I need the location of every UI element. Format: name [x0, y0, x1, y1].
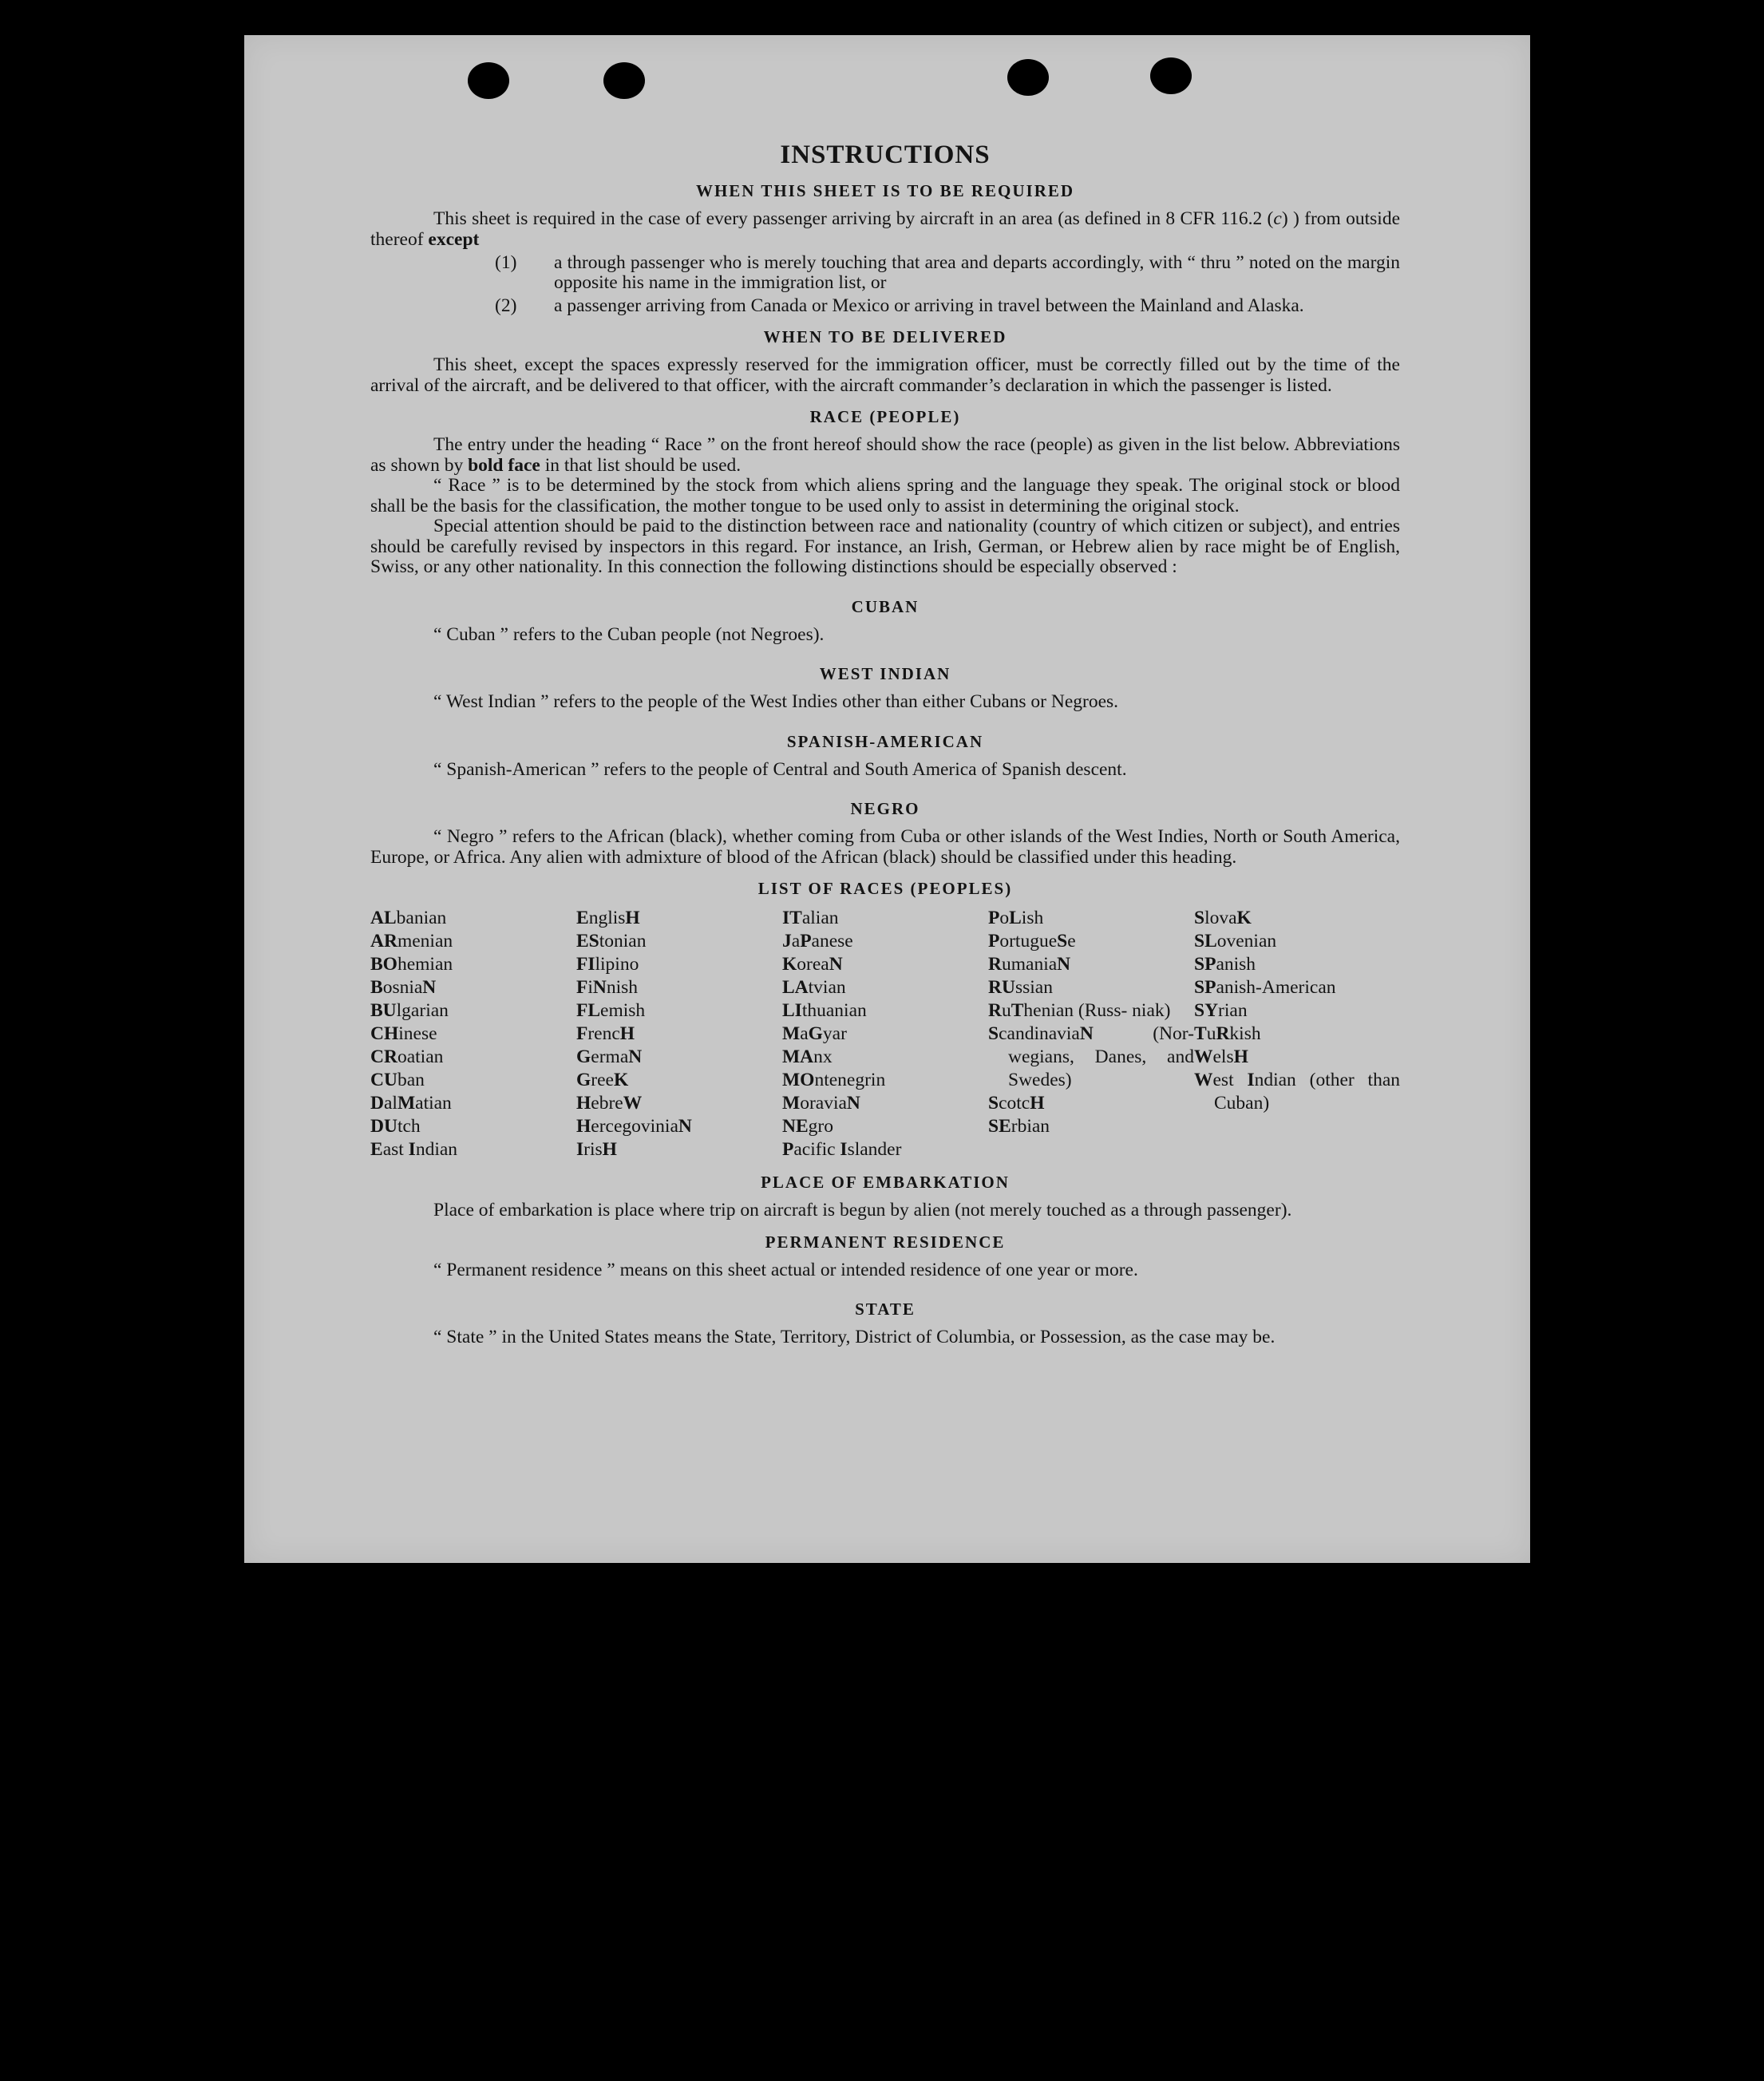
race-entry-part: erma	[591, 1046, 629, 1067]
race-entry	[782, 907, 988, 930]
race-entry	[988, 953, 1194, 976]
race-entry-part: CU	[370, 1070, 397, 1090]
race-entry-part: banian	[396, 908, 447, 928]
race-entry	[782, 1115, 988, 1138]
punch-hole	[1150, 57, 1192, 94]
race-entry-part: L	[1009, 908, 1022, 928]
race-entry-part: N	[1079, 1023, 1094, 1044]
race-entry	[988, 1092, 1194, 1115]
race-entry-part: slander	[847, 1139, 902, 1160]
race-column	[576, 907, 782, 1161]
race-entry-part: nx	[813, 1046, 833, 1067]
race-column	[1194, 907, 1400, 1161]
race-entry-part: W	[623, 1093, 643, 1114]
race-entry-part: H	[576, 1116, 591, 1137]
race-entry-part: tvian	[808, 977, 846, 998]
race-entry-part: ris	[583, 1139, 603, 1160]
race-entry-part: H	[625, 908, 640, 928]
paragraph-residence: “ Permanent residence ” means on this sheet actual or intended residence of one year or more.	[433, 1259, 1138, 1280]
race-entry-part: H	[602, 1139, 617, 1160]
race-entry-part: K	[613, 1070, 629, 1090]
race-entry-part: ssian	[1014, 977, 1053, 998]
race-entry-part: P	[800, 931, 812, 951]
race-entry-part: (Nor- wegians, Danes, and Swedes)	[1008, 1023, 1194, 1090]
race-column	[988, 907, 1194, 1161]
race-entry-part: lgarian	[396, 1000, 449, 1021]
race-entry	[1194, 1069, 1400, 1115]
race-entry-part: ast	[382, 1139, 409, 1160]
race-entry-part: NE	[782, 1116, 809, 1137]
race-entry	[370, 1046, 576, 1069]
race-entry-part: LI	[782, 1000, 802, 1021]
race-entry	[370, 930, 576, 953]
race-entry-part: yar	[822, 1023, 847, 1044]
paragraph-spanish-american: “ Spanish-American ” refers to the people of Central and South America of Spanish descent.	[433, 758, 1127, 780]
race-entry-part: W	[1194, 1070, 1213, 1090]
race-entry	[1194, 1046, 1400, 1069]
race-entry	[988, 930, 1194, 953]
race-entry	[782, 976, 988, 999]
race-entry	[1194, 930, 1400, 953]
race-entry	[1194, 907, 1400, 930]
race-entry-part: acific	[793, 1139, 840, 1160]
race-entry-part: G	[576, 1070, 591, 1090]
paragraph-delivered: This sheet, except the spaces expressly reserved for the immigration officer, must be correctly filled out by the time of the arrival of the aircraft, and be delivered to that officer, with the aircraft commander’s declaration in which the passenger is listed.	[370, 354, 1400, 396]
race-column	[782, 907, 988, 1161]
race-entry-part: a	[791, 931, 801, 951]
race-entry-part: rian	[1218, 1000, 1248, 1021]
race-entry-part: tonian	[599, 931, 647, 951]
heading-required: WHEN THIS SHEET IS TO BE REQUIRED	[695, 181, 1075, 200]
race-entry-part: R	[988, 954, 1002, 975]
sheet-content	[370, 137, 1400, 1348]
race-entry-part: SY	[1194, 1000, 1219, 1021]
race-entry-part: H	[619, 1023, 635, 1044]
race-entry-part: DU	[370, 1116, 397, 1137]
race-entry-part: N	[1057, 954, 1071, 975]
race-entry-part: FI	[576, 954, 595, 975]
race-entry-part: P	[782, 1139, 794, 1160]
race-entry-part: P	[988, 908, 1000, 928]
race-entry-part: anish-American	[1216, 977, 1336, 998]
race-entry-part: o	[999, 908, 1010, 928]
race-entry	[576, 1046, 782, 1069]
race-entry-part: inese	[398, 1023, 437, 1044]
race-entry-part: F	[576, 977, 588, 998]
race-entry-part: menian	[397, 931, 453, 951]
race-entry-part: I	[840, 1139, 848, 1160]
race-entry	[782, 1023, 988, 1046]
race-entry-part: orea	[797, 954, 829, 975]
heading-residence: PERMANENT RESIDENCE	[765, 1232, 1006, 1252]
race-entry-part: T	[1011, 1000, 1024, 1021]
race-entry	[576, 999, 782, 1023]
race-entry-part: i	[587, 977, 593, 998]
race-entry-part: H	[576, 1093, 591, 1114]
race-entry-part: candinavia	[999, 1023, 1080, 1044]
race-entry	[576, 1115, 782, 1138]
race-entry	[370, 999, 576, 1023]
heading-delivered: WHEN TO BE DELIVERED	[763, 327, 1007, 346]
race-entry-part: N	[829, 954, 843, 975]
exception-item-1: (1) a through passenger who is merely touching that area and departs accordingly, with “ thru ” noted on the margin opposite his name in the immigration list, or	[495, 252, 1400, 293]
race-entry-part: tch	[397, 1116, 421, 1137]
race-list	[370, 907, 1400, 1161]
race-entry-part: u	[1206, 1023, 1216, 1044]
race-entry	[988, 907, 1194, 930]
race-entry-part: ebre	[591, 1093, 623, 1114]
page-title: INSTRUCTIONS	[780, 140, 991, 169]
race-entry	[370, 1023, 576, 1046]
race-entry-part: N	[422, 977, 437, 998]
race-entry-part: RU	[988, 977, 1015, 998]
race-entry-part: ish	[1021, 908, 1044, 928]
race-entry-part: G	[808, 1023, 823, 1044]
race-entry-part: BO	[370, 954, 397, 975]
race-entry	[988, 976, 1194, 999]
race-entry-part: kish	[1229, 1023, 1261, 1044]
race-entry	[1194, 999, 1400, 1023]
race-entry-part: F	[576, 1023, 588, 1044]
race-entry-part: G	[576, 1046, 591, 1067]
race-entry	[370, 1069, 576, 1092]
race-entry	[576, 953, 782, 976]
race-entry-part: umania	[1001, 954, 1058, 975]
race-entry	[576, 976, 782, 999]
race-entry-part: ntenegrin	[814, 1070, 886, 1090]
race-entry-part: I	[1247, 1070, 1255, 1090]
race-entry	[576, 907, 782, 930]
race-entry-part: MO	[782, 1070, 815, 1090]
race-entry-part: LA	[782, 977, 809, 998]
race-entry	[782, 1092, 988, 1115]
race-entry-part: N	[846, 1093, 860, 1114]
race-entry-part: FL	[576, 1000, 601, 1021]
race-entry	[782, 999, 988, 1023]
paragraph-state: “ State ” in the United States means the State, Territory, District of Columbia, or Possession, as the case may be.	[433, 1327, 1276, 1347]
race-entry	[576, 1092, 782, 1115]
race-entry	[370, 1138, 576, 1161]
race-entry-part: ercegovinia	[591, 1116, 678, 1137]
heading-race: RACE (PEOPLE)	[809, 407, 961, 426]
race-entry-part: nglis	[588, 908, 626, 928]
race-entry-part: AR	[370, 931, 397, 951]
race-entry-part: S	[1194, 908, 1205, 928]
race-entry	[576, 1069, 782, 1092]
punch-hole	[603, 62, 645, 99]
race-entry-part: CR	[370, 1046, 397, 1067]
race-entry-part: E	[576, 908, 589, 928]
race-entry-part: I	[408, 1139, 416, 1160]
race-entry-part: ES	[576, 931, 599, 951]
race-entry	[576, 930, 782, 953]
race-entry-part: M	[397, 1093, 416, 1114]
race-entry-part: u	[1001, 1000, 1011, 1021]
race-entry	[988, 1115, 1194, 1138]
paragraph-race-3: Special attention should be paid to the distinction between race and nationality (country of which citizen or subject), and entries should be carefully revised by inspectors in this regard. For instance, an Irish, German, or Hebrew alien by race might be of English, Swiss, or any other nationality. In this connection the following distinctions should be especially observed :	[370, 516, 1400, 577]
race-entry	[782, 930, 988, 953]
race-entry-part: renc	[587, 1023, 620, 1044]
paragraph-embarkation: Place of embarkation is place where trip on aircraft is begun by alien (not merely touched as a through passenger).	[433, 1200, 1292, 1221]
punch-hole	[1007, 59, 1049, 96]
heading-negro: NEGRO	[850, 799, 920, 818]
race-column	[370, 907, 576, 1161]
race-entry-part: J	[782, 931, 792, 951]
race-entry-part: S	[1057, 931, 1068, 951]
race-entry-part: lipino	[595, 954, 639, 975]
race-entry-part: N	[628, 1046, 643, 1067]
paragraph-race-1: The entry under the heading “ Race ” on the front hereof should show the race (people) as given in the list below. Abbreviations as shown by bold face in that list should be used.	[370, 434, 1400, 476]
race-entry-part: a	[800, 1023, 809, 1044]
exception-item-2: (2) a passenger arriving from Canada or Mexico or arriving in travel between the Mainland and Alaska.	[495, 295, 1304, 316]
race-entry-part: W	[1194, 1046, 1213, 1067]
race-entry-part: AL	[370, 908, 397, 928]
race-entry-part: T	[1194, 1023, 1207, 1044]
race-entry-part: B	[370, 977, 383, 998]
paragraph-west-indian: “ West Indian ” refers to the people of the West Indies other than either Cubans or Negroes.	[433, 691, 1119, 712]
race-entry-part: I	[576, 1139, 584, 1160]
race-entry-part: MA	[782, 1046, 814, 1067]
heading-cuban: CUBAN	[851, 596, 920, 616]
race-entry	[370, 953, 576, 976]
race-entry-part: e	[1067, 931, 1076, 951]
race-entry-part: rbian	[1011, 1116, 1050, 1137]
heading-list-of-races: LIST OF RACES (PEOPLES)	[757, 879, 1013, 898]
race-entry-part: IT	[782, 908, 802, 928]
race-entry-part: atian	[415, 1093, 452, 1114]
race-entry-part: alian	[801, 908, 839, 928]
race-entry	[370, 1092, 576, 1115]
race-entry-part: ndian	[415, 1139, 458, 1160]
race-entry-part: N	[592, 977, 607, 998]
heading-spanish-american: SPANISH-AMERICAN	[786, 731, 984, 751]
race-entry-part: gro	[808, 1116, 833, 1137]
race-entry-part: thuanian	[801, 1000, 867, 1021]
punch-hole	[468, 62, 509, 99]
race-entry-part: H	[1030, 1093, 1045, 1114]
race-entry	[1194, 1023, 1400, 1046]
paragraph-required: This sheet is required in the case of every passenger arriving by aircraft in an area (as defined in 8 CFR 116.2 (c) ) from outside thereof except	[370, 208, 1401, 250]
race-entry-part: CH	[370, 1023, 399, 1044]
race-entry-part: S	[988, 1093, 999, 1114]
race-entry-part: ovenian	[1216, 931, 1277, 951]
race-entry-part: ree	[591, 1070, 614, 1090]
race-entry-part: K	[1236, 908, 1252, 928]
race-entry	[576, 1023, 782, 1046]
heading-west-indian: WEST INDIAN	[819, 664, 951, 683]
race-entry-part: henian (Russ- niak)	[1023, 1000, 1171, 1021]
race-entry-part: E	[370, 1139, 383, 1160]
race-entry-part: D	[370, 1093, 384, 1114]
race-entry-part: lova	[1204, 908, 1237, 928]
race-entry	[782, 1046, 988, 1069]
race-entry-part: ndian (other than Cuban)	[1214, 1070, 1401, 1114]
paragraph-negro: “ Negro ” refers to the African (black), whether coming from Cuba or other islands of the West Indies, North or South America, Europe, or Africa. Any alien with admixture of blood of the African (black) should be classified under this heading.	[370, 826, 1400, 868]
race-entry	[370, 976, 576, 999]
race-entry	[370, 907, 576, 930]
heading-state: STATE	[855, 1300, 916, 1319]
instruction-sheet	[244, 35, 1530, 1563]
race-entry-part: R	[988, 1000, 1002, 1021]
race-entry-part: SP	[1194, 954, 1216, 975]
race-entry-part: ban	[397, 1070, 425, 1090]
race-entry	[1194, 976, 1400, 999]
race-entry-part: anese	[811, 931, 853, 951]
race-entry-part: P	[988, 931, 1000, 951]
race-entry-part: ortugue	[999, 931, 1058, 951]
race-entry-part: els	[1212, 1046, 1234, 1067]
race-entry-part: K	[782, 954, 797, 975]
race-entry-part: anish	[1216, 954, 1256, 975]
race-entry-part: H	[1233, 1046, 1248, 1067]
race-entry-part: M	[782, 1093, 801, 1114]
paragraph-cuban: “ Cuban ” refers to the Cuban people (not Negroes).	[433, 623, 825, 645]
race-entry-part: emish	[600, 1000, 646, 1021]
race-entry	[576, 1138, 782, 1161]
race-entry-part: cotc	[999, 1093, 1030, 1114]
race-entry-part: BU	[370, 1000, 397, 1021]
race-entry-part: osnia	[382, 977, 423, 998]
race-entry-part: SE	[988, 1116, 1011, 1137]
race-entry-part: SP	[1194, 977, 1216, 998]
race-entry-part: al	[383, 1093, 397, 1114]
race-entry-part: N	[678, 1116, 692, 1137]
race-entry-part: hemian	[397, 954, 453, 975]
race-entry	[782, 953, 988, 976]
paragraph-race-2: “ Race ” is to be determined by the stock from which aliens spring and the language they speak. The original stock or blood shall be the basis for the classification, the mother tongue to be used only to assist in determining the original stock.	[370, 475, 1400, 516]
heading-embarkation: PLACE OF EMBARKATION	[761, 1173, 1010, 1192]
race-entry-part: M	[782, 1023, 801, 1044]
race-entry-part: est	[1212, 1070, 1248, 1090]
race-entry-part: SL	[1194, 931, 1217, 951]
race-entry	[988, 999, 1194, 1023]
race-entry-part: nish	[606, 977, 639, 998]
race-entry	[988, 1023, 1194, 1092]
race-entry-part: oravia	[800, 1093, 847, 1114]
race-entry	[370, 1115, 576, 1138]
race-entry	[782, 1138, 988, 1161]
race-entry-part: R	[1216, 1023, 1230, 1044]
race-entry	[782, 1069, 988, 1092]
race-entry	[1194, 953, 1400, 976]
race-entry-part: S	[988, 1023, 999, 1044]
race-entry-part: oatian	[397, 1046, 444, 1067]
